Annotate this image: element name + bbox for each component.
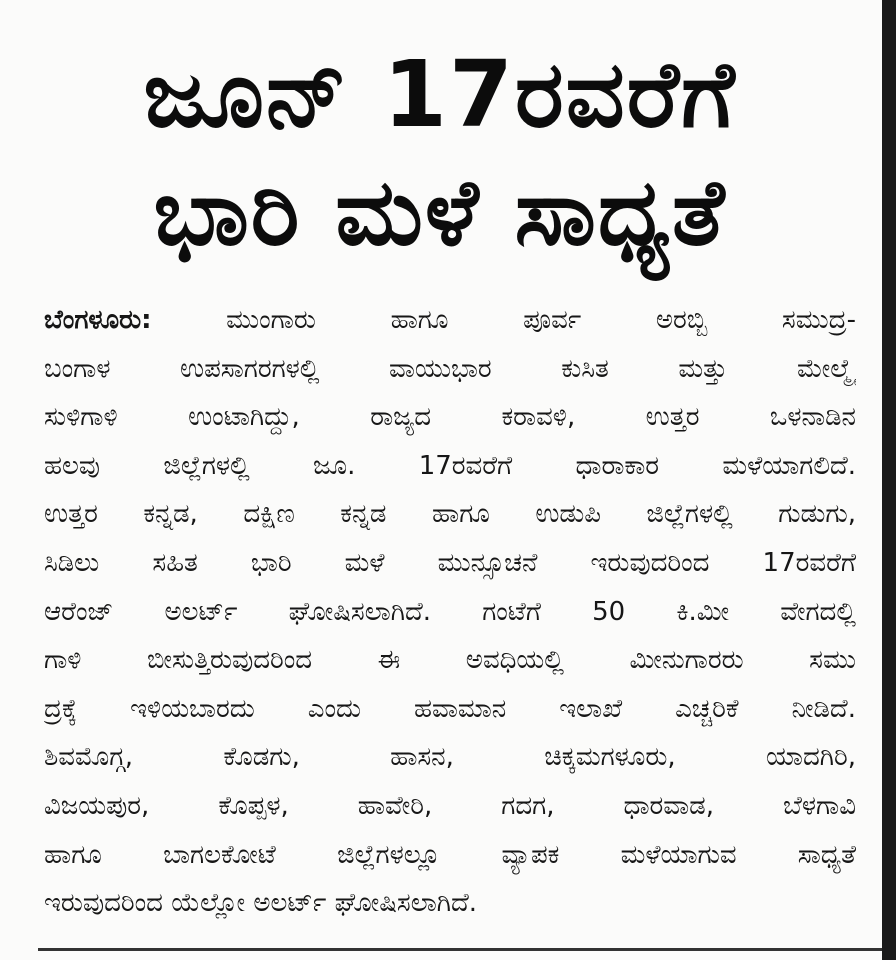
headline <box>40 36 840 272</box>
body-line: ಉತ್ತರ ಕನ್ನಡ, ದಕ್ಷಿಣ ಕನ್ನಡ ಹಾಗೂ ಉಡುಪಿ ಜಿಲ್ಲೆಗಳಲ್ಲಿ ಗುಡುಗು, <box>44 499 856 530</box>
bottom-rule <box>38 948 882 951</box>
dateline: ಬೆಂಗಳೂರು: <box>44 305 152 335</box>
body-line: ಇರುವುದರಿಂದ ಯೆಲ್ಲೋ ಅಲರ್ಟ್ ಘೋಷಿಸಲಾಗಿದೆ. <box>44 888 478 919</box>
body-line: ಶಿವಮೊಗ್ಗ, ಕೊಡಗು, ಹಾಸನ, ಚಿಕ್ಕಮಗಳೂರು, ಯಾದಗಿರಿ, <box>44 742 856 773</box>
body-line: ಆರೆಂಜ್ ಅಲರ್ಟ್ ಘೋಷಿಸಲಾಗಿದೆ. ಗಂಟೆಗೆ 50 ಕಿ.ಮೀ ವೇಗದಲ್ಲಿ <box>44 596 856 627</box>
headline-line-2: ಭಾರಿ ಮಳೆ ಸಾಧ್ಯತೆ <box>153 159 727 266</box>
body-line: ಗಾಳಿ ಬೀಸುತ್ತಿರುವುದರಿಂದ ಈ ಅವಧಿಯಲ್ಲಿ ಮೀನುಗಾರರು ಸಮು <box>44 645 856 676</box>
body-line: ಬಂಗಾಳ ಉಪಸಾಗರಗಳಲ್ಲಿ ವಾಯುಭಾರ ಕುಸಿತ ಮತ್ತು ಮೇಲ್ಮೈ <box>44 353 856 384</box>
body-line: ವಿಜಯಪುರ, ಕೊಪ್ಪಳ, ಹಾವೇರಿ, ಗದಗ, ಧಾರವಾಡ, ಬೆಳಗಾವಿ <box>44 790 856 821</box>
body-line: ಸಿಡಿಲು ಸಹಿತ ಭಾರಿ ಮಳೆ ಮುನ್ಸೂಚನೆ ಇರುವುದರಿಂದ 17ರವರೆಗೆ <box>44 547 856 578</box>
headline-line-1: ಜೂನ್ 17ರವರೆಗೆ <box>143 41 737 148</box>
body-line <box>44 296 856 345</box>
page-edge <box>882 0 896 960</box>
article-body <box>44 296 856 928</box>
body-line: ಹಲವು ಜಿಲ್ಲೆಗಳಲ್ಲಿ ಜೂ. 17ರವರೆಗೆ ಧಾರಾಕಾರ ಮಳೆಯಾಗಲಿದೆ. <box>44 450 856 481</box>
body-line: ಸುಳಿಗಾಳಿ ಉಂಟಾಗಿದ್ದು, ರಾಜ್ಯದ ಕರಾವಳಿ, ಉತ್ತರ ಒಳನಾಡಿನ <box>44 402 856 433</box>
body-line-text: ಮುಂಗಾರು ಹಾಗೂ ಪೂರ್ವ ಅರಬ್ಬಿ ಸಮುದ್ರ- <box>226 305 856 335</box>
body-line: ದ್ರಕ್ಕೆ ಇಳಿಯಬಾರದು ಎಂದು ಹವಾಮಾನ ಇಲಾಖೆ ಎಚ್ಚರಿಕೆ ನೀಡಿದೆ. <box>44 693 856 724</box>
body-line: ಹಾಗೂ ಬಾಗಲಕೋಟೆ ಜಿಲ್ಲೆಗಳಲ್ಲೂ ವ್ಯಾಪಕ ಮಳೆಯಾಗುವ ಸಾಧ್ಯತೆ <box>44 839 856 870</box>
